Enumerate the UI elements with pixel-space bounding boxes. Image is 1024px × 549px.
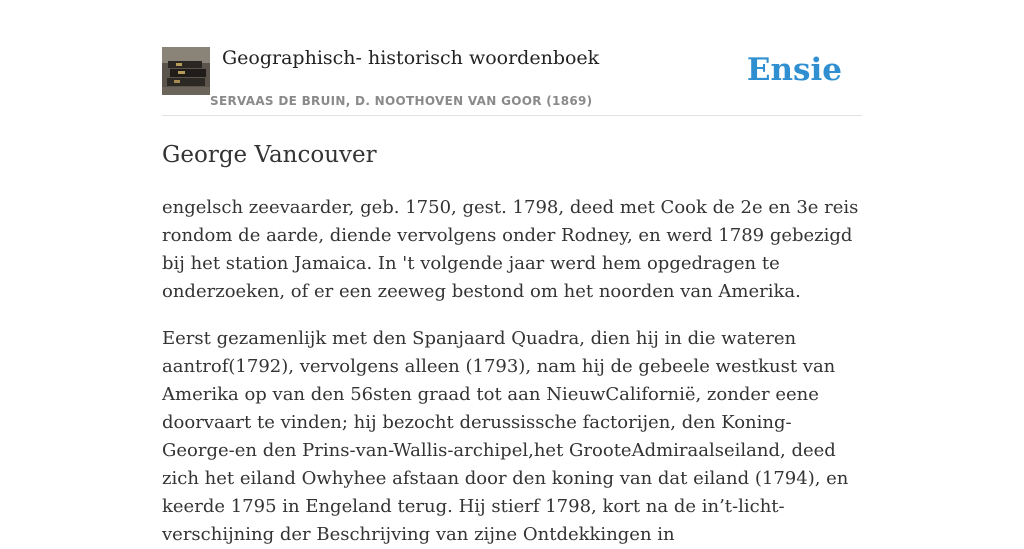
entry-title: George Vancouver	[162, 142, 377, 168]
book-cover-icon	[162, 47, 210, 95]
book-author: SERVAAS DE BRUIN, D. NOOTHOVEN VAN GOOR (1869)	[210, 94, 593, 108]
header	[162, 0, 862, 116]
content-column	[162, 0, 862, 549]
entry-body	[162, 194, 862, 549]
book-title[interactable]: Geographisch- historisch woordenboek	[222, 47, 600, 69]
entry-paragraph: Eerst gezamenlijk met den Spanjaard Quadra, dien hij in die wateren aantrof(1792), vervolgens alleen (1793), nam hij de gebeele westkust van Amerika op van den 56sten graad tot aan NieuwCalifornië, zonder eene doorvaart te vinden; hij bezocht derussissche factorijen, den Koning-George-en den Prins-van-Wallis-archipel,het GrooteAdmiraalseiland, deed zich het eiland Owhyhee afstaan door den koning van dat eiland (1794), en keerde 1795 in Engeland terug. Hij stierf 1798, kort na de in’t-licht-verschijning der Beschrijving van zijne Ontdekkingen in	[162, 328, 849, 545]
entry-paragraph: engelsch zeevaarder, geb. 1750, gest. 1798, deed met Cook de 2e en 3e reis rondom de aarde, diende vervolgens onder Rodney, en werd 1789 gebezigd bij het station Jamaica. In 't volgende jaar werd hem opgedragen te onderzoeken, of er een zeeweg bestond om het noorden van Amerika.	[162, 197, 859, 302]
book-cover-avatar[interactable]	[162, 47, 210, 95]
ensie-logo[interactable]: Ensie	[746, 52, 842, 88]
